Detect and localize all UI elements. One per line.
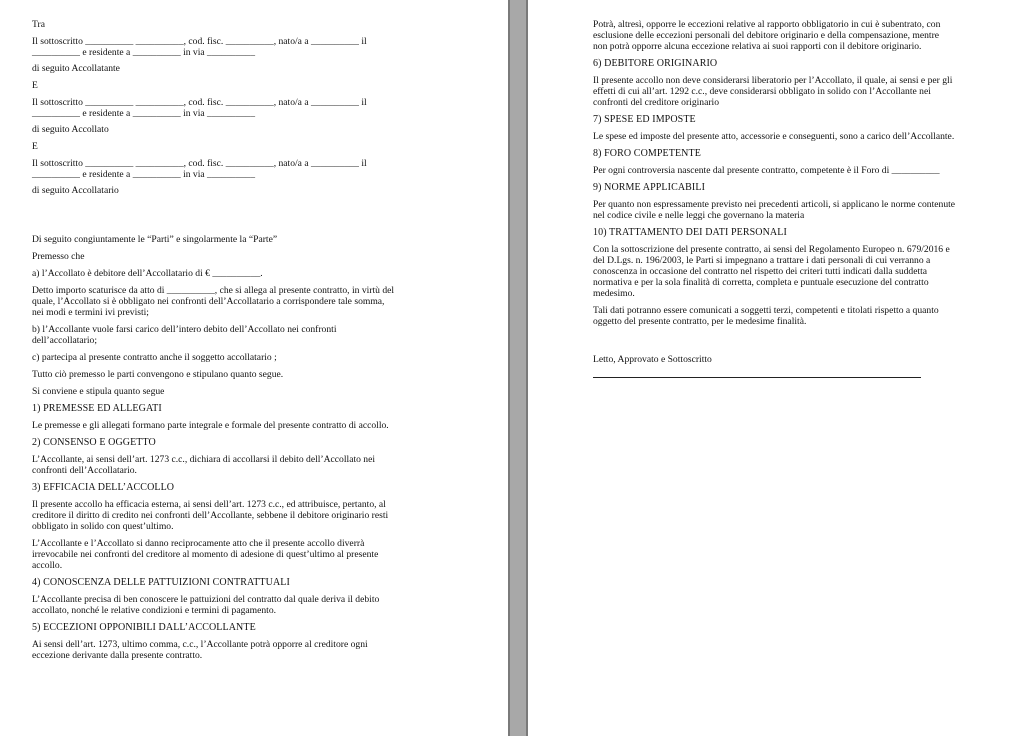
premesso-text: Premesso che xyxy=(32,251,85,262)
conjunction-e: E xyxy=(32,80,38,91)
party-role: di seguito Accollatante xyxy=(32,63,120,74)
section-heading-1: 1) PREMESSE ED ALLEGATI xyxy=(32,403,162,414)
gutter-edge xyxy=(508,0,510,736)
section-9-text: Per quanto non espressamente previsto nei precedenti articoli, si applicano le norme contenute nel codice civile e nelle leggi che governano la materia xyxy=(593,199,956,221)
page-gutter xyxy=(508,0,528,736)
signature-line xyxy=(593,369,921,378)
section-2-text: L’Accollante, ai sensi dell’art. 1273 c.c., dichiara di accollarsi il debito dell’Accollato nei confronti dell’Accollatario. xyxy=(32,454,376,476)
section-7-text: Le spese ed imposte del presente atto, accessorie e conseguenti, sono a carico dell’Accollante. xyxy=(593,131,955,142)
section-3-text-a: Il presente accollo ha efficacia esterna, ai sensi dell’art. 1273 c.c., ed attribuisce, pertanto, al creditore il diritto di credito nei confronti dell’Accollante, sebbene il debitore originario resti obbligato in solido con quest’ultimo. xyxy=(32,499,389,532)
party-line: Il sottoscritto __________ __________, cod. fisc. __________, nato/a a __________ il xyxy=(32,97,367,108)
section-heading-2: 2) CONSENSO E OGGETTO xyxy=(32,437,156,448)
document-page-right xyxy=(528,0,1024,736)
party-line: Il sottoscritto __________ __________, cod. fisc. __________, nato/a a __________ il xyxy=(32,36,367,47)
party-accollatario xyxy=(32,158,488,196)
party-line: Il sottoscritto __________ __________, cod. fisc. __________, nato/a a __________ il xyxy=(32,158,367,169)
section-1-text: Le premesse e gli allegati formano parte integrale e formale del presente contratto di accollo. xyxy=(32,420,389,431)
party-role: di seguito Accollatario xyxy=(32,185,119,196)
parti-definition: Di seguito congiuntamente le “Parti” e singolarmente la “Parte” xyxy=(32,234,278,245)
conjunction-e: E xyxy=(32,141,38,152)
section-5-continued: Potrà, altresì, opporre le eccezioni relative al rapporto obbligatorio in cui è subentrato, con esclusione delle eccezioni personali del debitore originario e della compensazione, mentre non potrà opporre alcuna eccezione relativa ai suoi rapporti con il debitore originario. xyxy=(593,19,941,52)
tra-text: Tra xyxy=(32,19,45,30)
section-heading-7: 7) SPESE ED IMPOSTE xyxy=(593,114,696,125)
section-5-text: Ai sensi dell’art. 1273, ultimo comma, c.c., l’Accollante potrà opporre al creditore ogni eccezione derivante dalla presente contratto. xyxy=(32,639,368,661)
signature-caption: Letto, Approvato e Sottoscritto xyxy=(593,354,712,365)
party-role: di seguito Accollato xyxy=(32,124,109,135)
section-heading-4: 4) CONOSCENZA DELLE PATTUIZIONI CONTRATTUALI xyxy=(32,577,290,588)
section-heading-10: 10) TRATTAMENTO DEI DATI PERSONALI xyxy=(593,227,787,238)
section-3-text-b: L’Accollante e l’Accollato si danno reciprocamente atto che il presente accollo diverrà irrevocabile nei confronti del creditore al momento di adesione di quest’ultimo al presente accollo. xyxy=(32,538,379,571)
premise-detto: Detto importo scaturisce da atto di __________, che si allega al presente contratto, in virtù del quale, l’Accollato si è obbligato nei confronti dell’Accollatario a corrispondere tale somma, nei modi e termini ivi previsti; xyxy=(32,285,395,318)
si-conviene: Si conviene e stipula quanto segue xyxy=(32,386,165,397)
premise-a: a) l’Accollato è debitore dell’Accollatario di € __________. xyxy=(32,268,263,279)
section-10-text-a: Con la sottoscrizione del presente contratto, ai sensi del Regolamento Europeo n. 679/2016 e del D.Lgs. n. 196/2003, le Parti si impegnano a trattare i dati personali di cui verranno a conoscenza in occasione del contratto nel rispetto dei criteri tutti indicati dalla suddetta normativa e per la sola finalità di corretta, completa e puntuale esecuzione del contratto medesimo. xyxy=(593,244,950,299)
section-10-text-b: Tali dati potranno essere comunicati a soggetti terzi, competenti e titolati rispetto a quanto oggetto del presente contratto, per le medesime finalità. xyxy=(593,305,939,327)
premise-b: b) l’Accollante vuole farsi carico dell’intero debito dell’Accollato nei confronti dell’accollatario; xyxy=(32,324,337,346)
section-heading-5: 5) ECCEZIONI OPPONIBILI DALL’ACCOLLANTE xyxy=(32,622,256,633)
document-page-left xyxy=(0,0,508,736)
section-heading-8: 8) FORO COMPETENTE xyxy=(593,148,701,159)
party-accollato xyxy=(32,97,488,135)
section-heading-3: 3) EFFICACIA DELL’ACCOLLO xyxy=(32,482,175,493)
party-line: __________ e residente a __________ in via __________ xyxy=(32,108,256,119)
party-line: __________ e residente a __________ in via __________ xyxy=(32,47,256,58)
tutto-premesso: Tutto ciò premesso le parti convengono e stipulano quanto segue. xyxy=(32,369,284,380)
party-accollatante xyxy=(32,36,488,74)
section-6-text: Il presente accollo non deve considerarsi liberatorio per l’Accollato, il quale, ai sensi e per gli effetti di cui all’art. 1292 c.c., deve considerarsi obbligato in solido con l’Accollante nei confronti del creditore originario xyxy=(593,75,953,108)
section-8-text: Per ogni controversia nascente dal presente contratto, competente è il Foro di __________ xyxy=(593,165,940,176)
premise-c: c) partecipa al presente contratto anche il soggetto accollatario ; xyxy=(32,352,277,363)
section-4-text: L’Accollante precisa di ben conoscere le pattuizioni del contratto dal quale deriva il debito accollato, nonché le relative condizioni e termini di pagamento. xyxy=(32,594,380,616)
section-heading-9: 9) NORME APPLICABILI xyxy=(593,182,706,193)
party-line: __________ e residente a __________ in via __________ xyxy=(32,169,256,180)
section-heading-6: 6) DEBITORE ORIGINARIO xyxy=(593,58,718,69)
